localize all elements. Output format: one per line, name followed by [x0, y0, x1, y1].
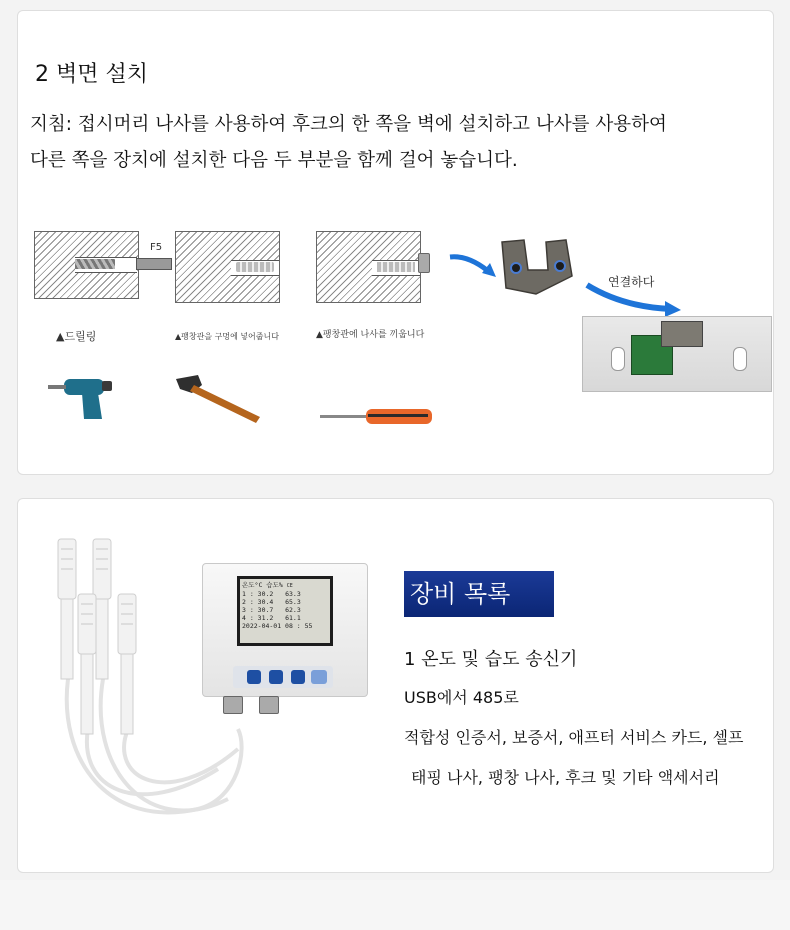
- instruction-line-2: 다른 쪽을 장치에 설치한 다음 두 부분을 함께 걸어 놓습니다.: [30, 150, 518, 171]
- drill-icon: [46, 373, 126, 423]
- wall-screw-diagram: [316, 231, 421, 303]
- curved-arrow-icon: [448, 251, 498, 281]
- step2-caption: ▲팽창관을 구멍에 넣어줍니다: [175, 332, 279, 341]
- lcd-row: 3 : 30.7 62.3: [242, 606, 301, 614]
- lcd-panel: [240, 579, 330, 643]
- menu-button-icon: [311, 670, 327, 684]
- down-button-icon: [291, 670, 305, 684]
- drill-bit-label: F5: [150, 242, 163, 253]
- curved-arrow-icon: [583, 279, 683, 319]
- lcd-row: 2 : 30.4 65.3: [242, 598, 301, 606]
- lcd-row: 4 : 31.2 61.1: [242, 614, 301, 622]
- lcd-datetime: 2022-04-01 08 : 55: [242, 622, 313, 630]
- step3-caption: ▲팽창관에 나사를 끼웁니다: [316, 330, 425, 340]
- up-button-icon: [269, 670, 283, 684]
- device-button-panel: [233, 666, 333, 688]
- instruction-text: [30, 107, 765, 179]
- screen-header: 온도°C 습도%: [242, 581, 283, 589]
- cable-gland-icon: [223, 696, 243, 714]
- lcd-header: [242, 581, 328, 590]
- equipment-item: 태핑 나사, 팽창 나사, 후크 및 기타 액세서리: [411, 768, 720, 787]
- back-plate-hole: [611, 347, 625, 371]
- equipment-item: 적합성 인증서, 보증서, 애프터 서비스 카드, 셀프: [404, 728, 744, 747]
- wall-install-card: [17, 10, 774, 475]
- screwdriver-icon: [318, 405, 438, 429]
- probe: [58, 539, 136, 734]
- connect-label: 연결하다: [608, 275, 655, 289]
- wall-drilling-diagram: [34, 231, 139, 299]
- page-footer-band: [0, 880, 790, 930]
- ce-mark: CE: [286, 583, 293, 589]
- device-screen: [237, 576, 333, 646]
- equipment-card: [17, 498, 774, 873]
- transmitter-device: [202, 563, 368, 697]
- step1-caption: ▲드릴링: [56, 330, 97, 343]
- wall-anchor-diagram: [175, 231, 280, 303]
- drill-bit-shank: [136, 258, 172, 270]
- back-plate-hole: [733, 347, 747, 371]
- cable-gland-icon: [259, 696, 279, 714]
- device-back-plate: [582, 316, 772, 392]
- screw-head: [418, 253, 430, 273]
- equipment-item: USB에서 485로: [404, 688, 519, 707]
- equipment-list-title: 장비 목록: [404, 571, 554, 617]
- mounted-bracket: [661, 321, 703, 347]
- lcd-row: 1 : 30.2 63.3: [242, 590, 301, 598]
- equipment-item: 1 온도 및 습도 송신기: [404, 649, 578, 670]
- hammer-icon: [170, 371, 265, 426]
- section-heading: 2 벽면 설치: [35, 62, 148, 87]
- back-button-icon: [247, 670, 261, 684]
- instruction-line-1: 지침: 접시머리 나사를 사용하여 후크의 한 쪽을 벽에 설치하고 나사를 사용하여: [30, 114, 667, 135]
- hook-bracket-icon: [496, 236, 581, 301]
